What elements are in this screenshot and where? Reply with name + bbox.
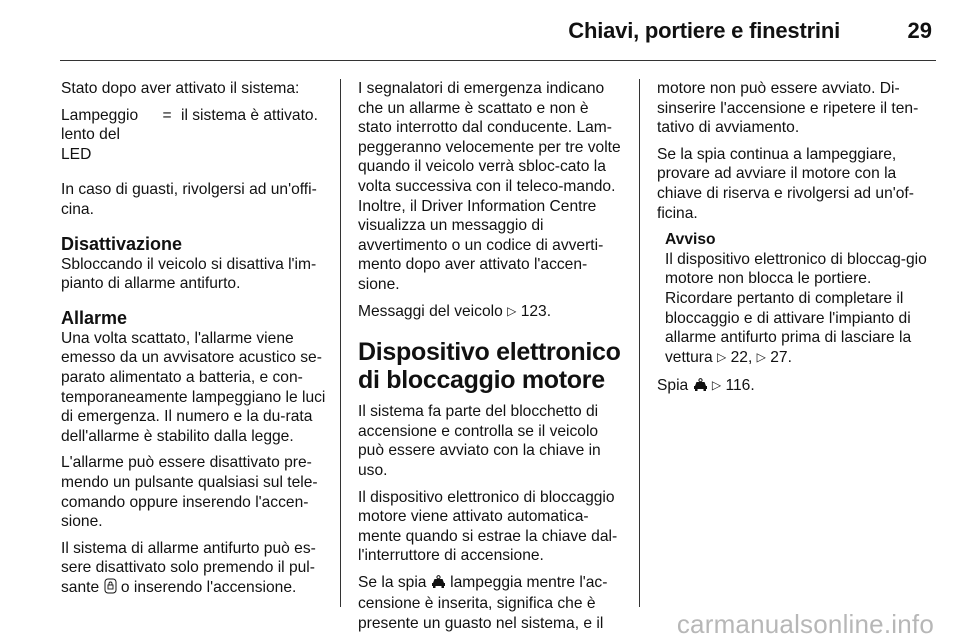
page-reference-link[interactable]: 116. <box>725 377 755 395</box>
spia-ref: Spia ▷ 116. <box>657 376 927 398</box>
continue-text-1: motore non può essere avviato. Di-sinserire l'accensione e ripetere il ten-tativo di avviamento. <box>657 80 919 137</box>
status-description: il sistema è attivato. <box>181 106 318 124</box>
remote-lock-button-icon <box>104 578 117 600</box>
status-table <box>61 106 327 165</box>
reference-arrow-icon: ▷ <box>717 349 727 364</box>
column-divider <box>340 79 341 607</box>
page-reference-link[interactable]: 27. <box>770 348 792 366</box>
dispositivo-text-3: Se la spia lampeggia mentre l'ac-censione è inserita, significa che è presente un guasto nel sistema, e il <box>358 573 608 633</box>
warning-note <box>665 230 927 368</box>
page-number: 29 <box>907 18 932 43</box>
note-text: Il dispositivo elettronico di bloccag-gio motore non blocca le portiere. Ricordare pertanto di completare il bloccaggio e di attivare l'impianto di allarme antifurto prima di lasciare la vettura ▷ 22, ▷ 27. <box>665 250 927 366</box>
vehicle-messages-ref: Messaggi del veicolo ▷ 123. <box>358 302 552 320</box>
column-3 <box>657 79 927 405</box>
dispositivo-text-1: Il sistema fa parte del blocchetto di accensione e controlla se il veicolo può essere avviato con la chiave in uso. <box>358 403 601 479</box>
heading-disattivazione: Disattivazione <box>61 233 183 254</box>
column-1 <box>61 79 327 606</box>
column-2 <box>358 79 626 641</box>
note-title: Avviso <box>665 231 716 249</box>
dispositivo-text-2: Il dispositivo elettronico di bloccaggio motore viene attivato automatica-mente quando si estrae la chiave dal-l'interruttore di accensione. <box>358 488 618 565</box>
heading-dispositivo: Dispositivo elettronico di bloccaggio motore <box>358 338 621 395</box>
page-reference-link[interactable]: 22, <box>730 348 753 366</box>
heading-allarme: Allarme <box>61 307 128 328</box>
fault-text: In caso di guasti, rivolgersi ad un'offi-cina. <box>61 181 317 218</box>
reference-arrow-icon: ▷ <box>507 303 517 318</box>
header-divider <box>60 60 936 61</box>
status-equals: = <box>162 106 172 124</box>
status-term: Lampeggio lento del LED <box>61 106 139 163</box>
immobilizer-car-key-icon <box>693 378 708 398</box>
immobilizer-car-key-icon <box>431 575 446 595</box>
allarme-text-3: Il sistema di allarme antifurto può es-sere disattivato solo premendo il pul-sante o inserendo l'accensione. <box>61 539 327 600</box>
allarme-text-2: L'allarme può essere disattivato pre-mendo un pulsante qualsiasi sul tele-comando oppure inserendo l'accen-sione. <box>61 454 318 531</box>
hazard-text: I segnalatori di emergenza indicano che un allarme è scattato e non è stato interrotto dal conducente. Lam-peggeranno velocemente per tre volte quando il veicolo verrà sbloc-cato la volta successiva con il teleco-mando. Inoltre, il Driver Information Centre visualizza un messaggio di avvertimento o un codice di avverti-mento dopo aver attivato l'accen-sione. <box>358 80 621 293</box>
page-title: Chiavi, portiere e finestrini <box>568 18 840 43</box>
allarme-text-1: Una volta scattato, l'allarme viene emesso da un avvisatore acustico se-parato alimentato a batteria, e con-temporaneamente lampeggiano le luci di emergenza. Il numero e la du-rata dell'allarme è stabilito dalla legge. <box>61 329 326 445</box>
page-reference-link[interactable]: 123. <box>520 302 552 320</box>
watermark: carmanualsonline.info <box>676 609 934 639</box>
reference-arrow-icon: ▷ <box>711 378 722 393</box>
intro-text: Stato dopo aver attivato il sistema: <box>61 80 300 97</box>
column-divider <box>639 79 640 607</box>
reference-arrow-icon: ▷ <box>756 349 766 364</box>
continue-text-2: Se la spia continua a lampeggiare, provare ad avviare il motore con la chiave di riserva e rivolgersi ad un'of-ficina. <box>657 145 914 222</box>
disattivazione-text: Sbloccando il veicolo si disattiva l'im-pianto di allarme antifurto. <box>61 255 317 293</box>
